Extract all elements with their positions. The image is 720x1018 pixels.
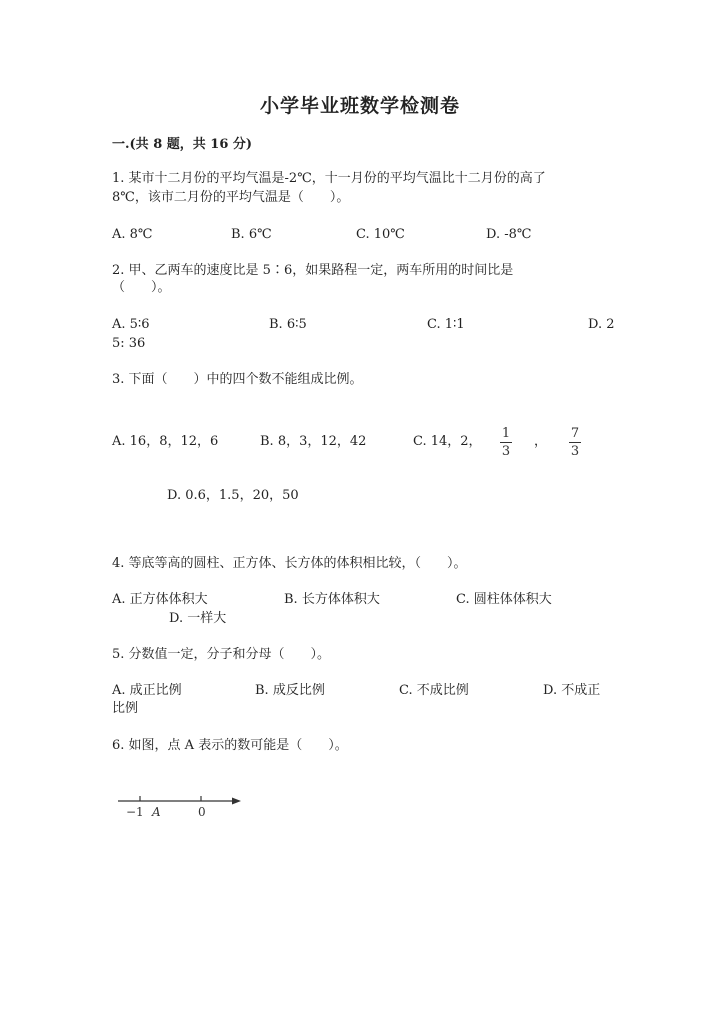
question-2-line-2: （ ）。: [112, 280, 171, 295]
page-title: 小学毕业班数学检测卷: [259, 95, 460, 117]
fraction-numerator: 1: [501, 426, 511, 441]
question-2-option-d-continued: 5: 36: [112, 336, 146, 351]
fraction-numerator: 7: [570, 426, 580, 441]
question-1-option-d: D. -8℃: [486, 227, 532, 242]
question-1-option-b: B. 6℃: [231, 227, 272, 242]
question-3-option-b: B. 8，3，12，42: [260, 434, 367, 449]
fraction-seven-thirds: [569, 426, 581, 459]
question-1-line-2: 8℃，该市二月份的平均气温是（ ）。: [112, 190, 350, 205]
question-5-option-a: A. 成正比例: [112, 683, 182, 698]
label-neg1: −1: [126, 805, 144, 819]
question-6-line-1: 6. 如图，点 A 表示的数可能是（ ）。: [112, 738, 348, 753]
question-4-option-c: C. 圆柱体体积大: [456, 592, 552, 607]
question-3-separator: ，: [534, 434, 548, 449]
question-4-option-b: B. 长方体体积大: [284, 592, 380, 607]
question-2-line-1: 2. 甲、乙两车的速度比是 5∶6，如果路程一定，两车所用的时间比是: [112, 263, 514, 278]
fraction-denominator: 3: [570, 444, 580, 459]
question-1-line-1: 1. 某市十二月份的平均气温是-2℃，十一月份的平均气温比十二月份的高了: [112, 171, 546, 186]
question-2-option-d: D. 2: [588, 317, 615, 332]
question-4-option-d: D. 一样大: [169, 611, 227, 626]
question-2-option-b: B. 6∶5: [269, 317, 307, 332]
question-2-option-c: C. 1∶1: [427, 317, 465, 332]
arrow-head-icon: [232, 798, 241, 805]
question-4-line-1: 4. 等底等高的圆柱、正方体、长方体的体积相比较，（ ）。: [112, 556, 467, 571]
label-zero: 0: [198, 805, 206, 819]
fraction-bar: [569, 442, 581, 443]
question-5-line-1: 5. 分数值一定，分子和分母（ ）。: [112, 647, 331, 662]
question-3-line-1: 3. 下面（ ）中的四个数不能组成比例。: [112, 372, 363, 387]
question-1-option-c: C. 10℃: [356, 227, 405, 242]
section-heading: 一.(共 8 题，共 16 分): [112, 137, 253, 152]
fraction-bar: [500, 442, 512, 443]
question-5-option-d: D. 不成正: [543, 683, 601, 698]
fraction-denominator: 3: [501, 444, 511, 459]
question-1-option-a: A. 8℃: [112, 227, 153, 242]
question-2-option-a: A. 5∶6: [112, 317, 150, 332]
question-5-option-b: B. 成反比例: [255, 683, 325, 698]
question-3-option-d: D. 0.6，1.5，20，50: [167, 488, 299, 503]
question-4-option-a: A. 正方体体积大: [112, 592, 208, 607]
question-3-option-a: A. 16，8，12，6: [112, 434, 219, 449]
label-point-a: A: [152, 805, 161, 819]
question-5-option-d-continued: 比例: [112, 701, 139, 716]
number-line-figure: [112, 790, 252, 830]
fraction-one-third: [500, 426, 512, 459]
question-5-option-c: C. 不成比例: [399, 683, 469, 698]
question-3-option-c: C. 14，2，: [413, 434, 482, 449]
